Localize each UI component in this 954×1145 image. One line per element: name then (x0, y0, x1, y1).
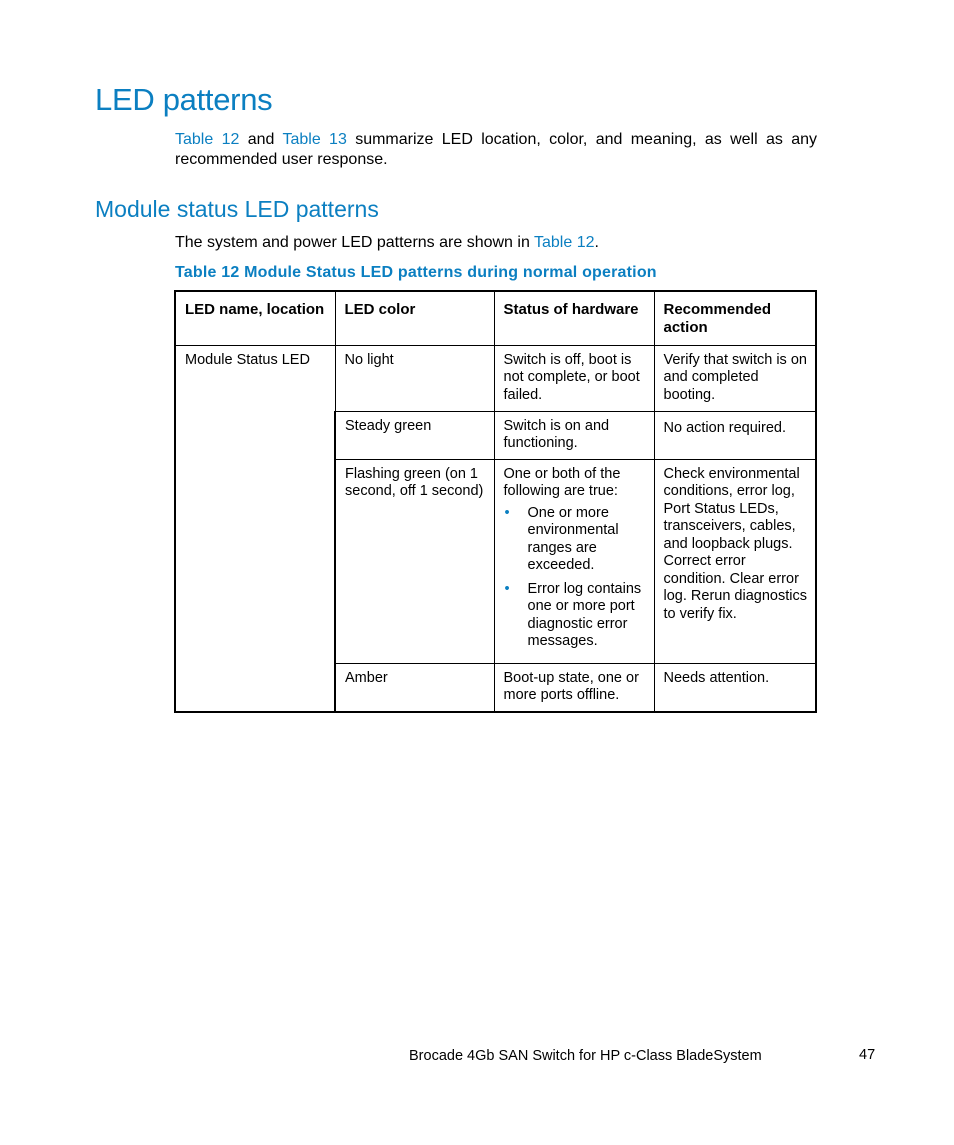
header-led-name: LED name, location (175, 291, 335, 345)
status-cell: Switch is on and functioning. (494, 411, 654, 459)
action-cell: No action required. (654, 411, 816, 459)
section-paragraph-text: The system and power LED patterns are shown in (175, 234, 534, 251)
section-heading: Module status LED patterns (95, 196, 379, 222)
status-cell: Boot-up state, one or more ports offline. (494, 663, 654, 712)
action-cell: Verify that switch is on and completed booting. (654, 345, 816, 411)
led-patterns-table (174, 290, 817, 713)
bullet-text: Error log contains one or more port diagnostic error messages. (527, 580, 642, 649)
footer-title: Brocade 4Gb SAN Switch for HP c-Class BladeSystem (409, 1048, 762, 1064)
table-row (175, 345, 816, 411)
table-12-link[interactable]: Table 12 (175, 131, 240, 148)
header-action: Recommended action (654, 291, 816, 345)
header-status: Status of hardware (494, 291, 654, 345)
led-color-cell: No light (335, 345, 494, 411)
table-12-link-2[interactable]: Table 12 (534, 234, 595, 251)
action-cell: Check environmental conditions, error log, Port Status LEDs, transceivers, cables, and loopback plugs. Correct error condition. Clear error log. Rerun diagnostics to verify fix. (654, 459, 816, 663)
table-13-link[interactable]: Table 13 (282, 131, 347, 148)
status-cell: Switch is off, boot is not complete, or boot failed. (494, 345, 654, 411)
led-name-cell: Module Status LED (175, 345, 335, 712)
led-color-cell: Steady green (335, 411, 494, 459)
table-caption: Table 12 Module Status LED patterns during normal operation (175, 264, 657, 281)
status-text: One or both of the following are true: (503, 465, 621, 499)
bullet-text: One or more environmental ranges are exceeded. (527, 504, 619, 573)
status-cell (494, 459, 654, 663)
action-cell: Needs attention. (654, 663, 816, 712)
table-header-row (175, 291, 816, 345)
bullet-icon: • (504, 580, 510, 597)
page-number: 47 (859, 1047, 876, 1063)
led-color-cell: Flashing green (on 1 second, off 1 second) (335, 459, 494, 663)
list-item (504, 581, 646, 651)
intro-paragraph (175, 130, 817, 170)
status-bullets (504, 505, 646, 651)
header-led-color: LED color (335, 291, 494, 345)
page-title: LED patterns (95, 82, 273, 117)
list-item (504, 505, 646, 575)
led-color-cell: Amber (335, 663, 494, 712)
intro-rest: summarize LED location, color, and meaning, as well as any recommended user response. (175, 131, 818, 168)
bullet-icon: • (504, 504, 510, 521)
intro-and: and (239, 131, 283, 148)
section-paragraph-end: . (594, 234, 599, 251)
section-paragraph (175, 233, 599, 253)
